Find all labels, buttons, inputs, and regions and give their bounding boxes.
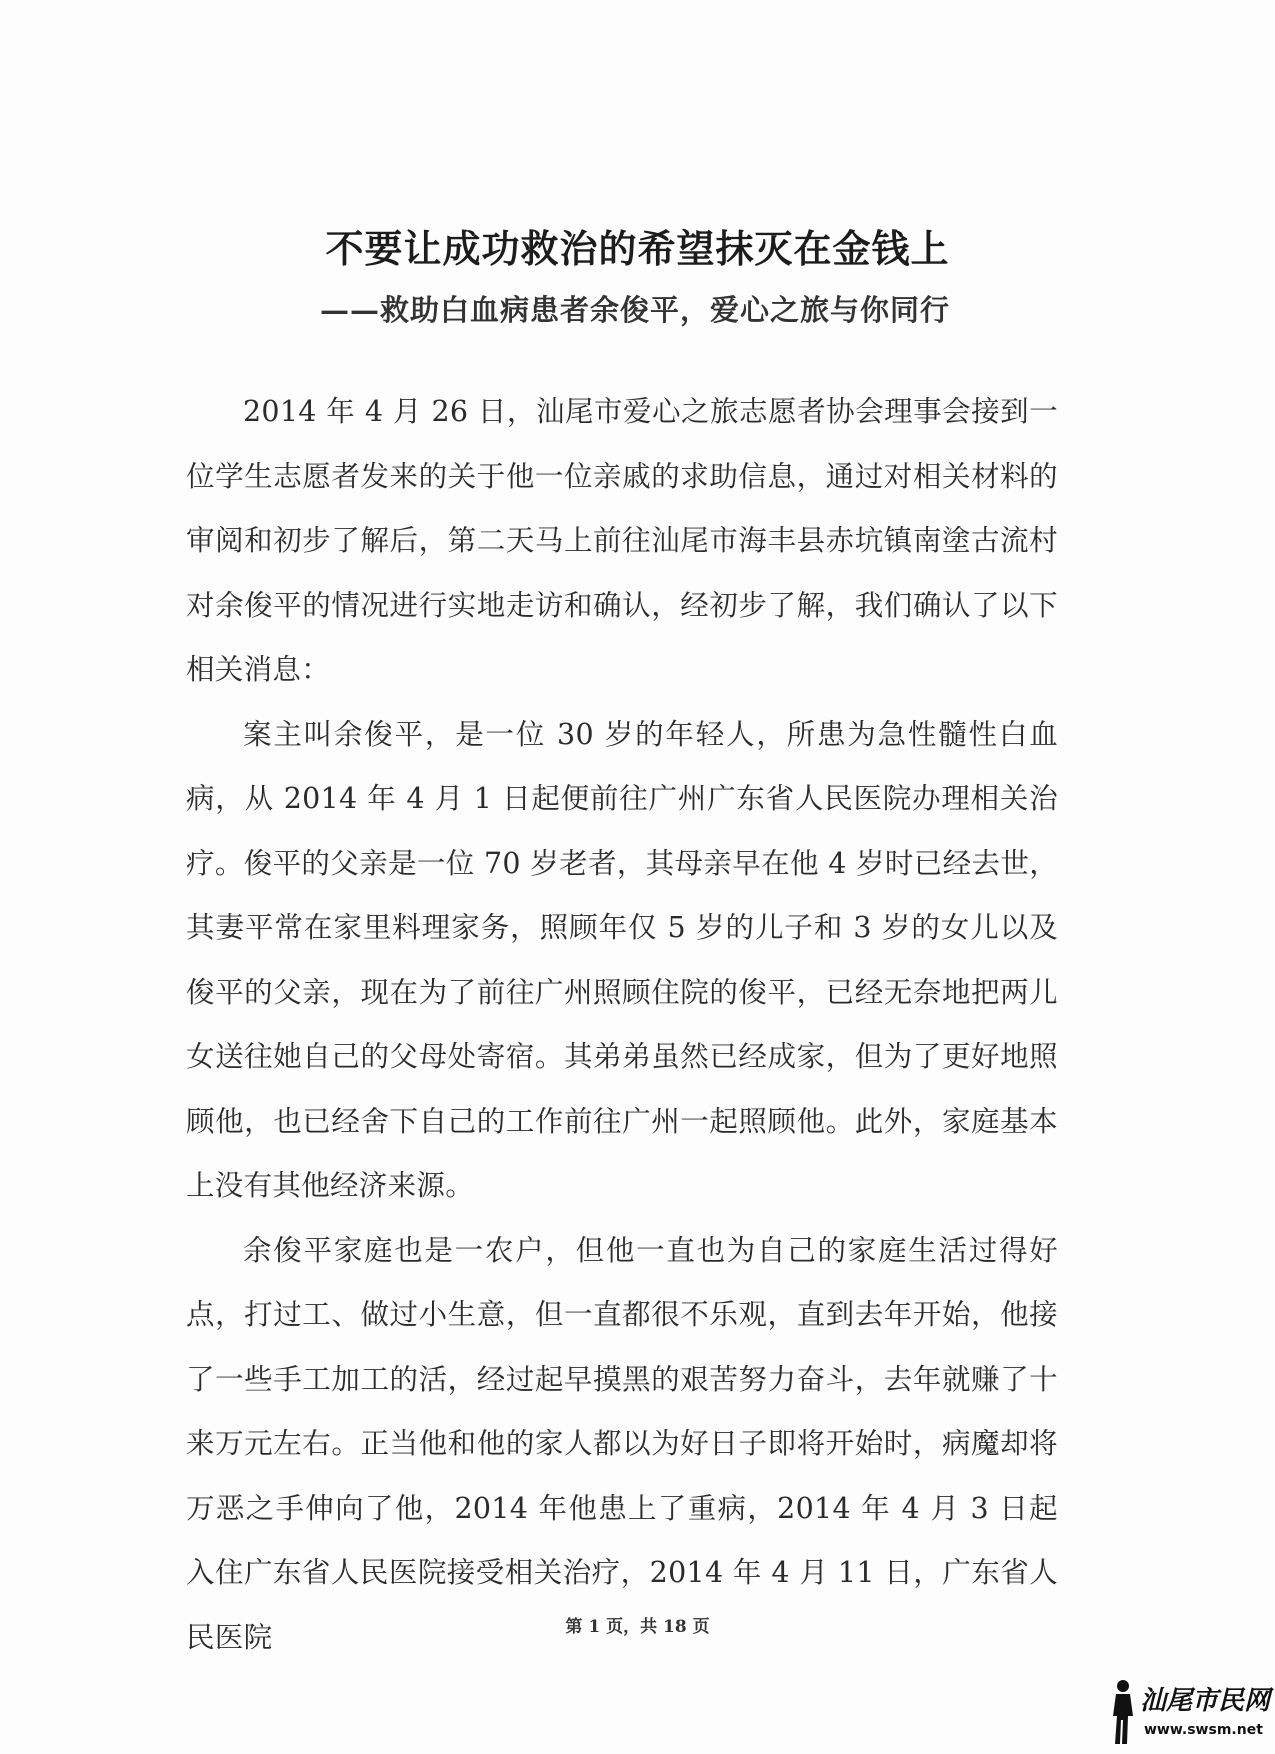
- paragraph-1: 2014 年 4 月 26 日，汕尾市爱心之旅志愿者协会理事会接到一位学生志愿者发来的关于他一位亲戚的求助信息，通过对相关材料的审阅和初步了解后，第二天马上前往汕尾市海丰县赤坑镇南塗古流村对余俊平的情况进行实地走访和确认，经初步了解，我们确认了以下相关消息：: [186, 395, 1058, 686]
- document-title: 不要让成功救治的希望抹灭在金钱上: [325, 227, 950, 271]
- person-silhouette-icon: [1108, 1678, 1138, 1748]
- document-subtitle: ——救助白血病患者余俊平，爱心之旅与你同行: [320, 293, 951, 327]
- site-watermark: [1108, 1672, 1271, 1752]
- paragraph-3: 余俊平家庭也是一农户，但他一直也为自己的家庭生活过得好点，打过工、做过小生意，但一直都很不乐观，直到去年开始，他接了一些手工加工的活，经过起早摸黑的艰苦努力奋斗，去年就赚了十来万元左右。正当他和他的家人都以为好日子即将开始时，病魔却将万恶之手伸向了他，2014 年他患上了重病，2014 年 4 月 3 日起入住广东省人民医院接受相关治疗，2014 年 4 月 11 日，广东省人民医院: [186, 1233, 1058, 1654]
- watermark-logo-text: 汕尾市民网: [1140, 1686, 1271, 1716]
- document-body: [186, 380, 1058, 1670]
- paragraph-2: 案主叫余俊平，是一位 30 岁的年轻人，所患为急性髓性白血病，从 2014 年 4 月 1 日起便前往广州广东省人民医院办理相关治疗。俊平的父亲是一位 70 岁老者，其母亲早在他 4 岁时已经去世，其妻平常在家里料理家务，照顾年仅 5 岁的儿子和 3 岁的女儿以及俊平的父亲，现在为了前往广州照顾住院的俊平，已经无奈地把两儿女送往她自己的父母处寄宿。其弟弟虽然已经成家，但为了更好地照顾他，也已经舍下自己的工作前往广州一起照顾他。此外，家庭基本上没有其他经济来源。: [186, 717, 1058, 1202]
- watermark-url: www.swsm.net: [1144, 1722, 1263, 1738]
- page-footer: 第 1 页，共 18 页: [565, 1617, 710, 1637]
